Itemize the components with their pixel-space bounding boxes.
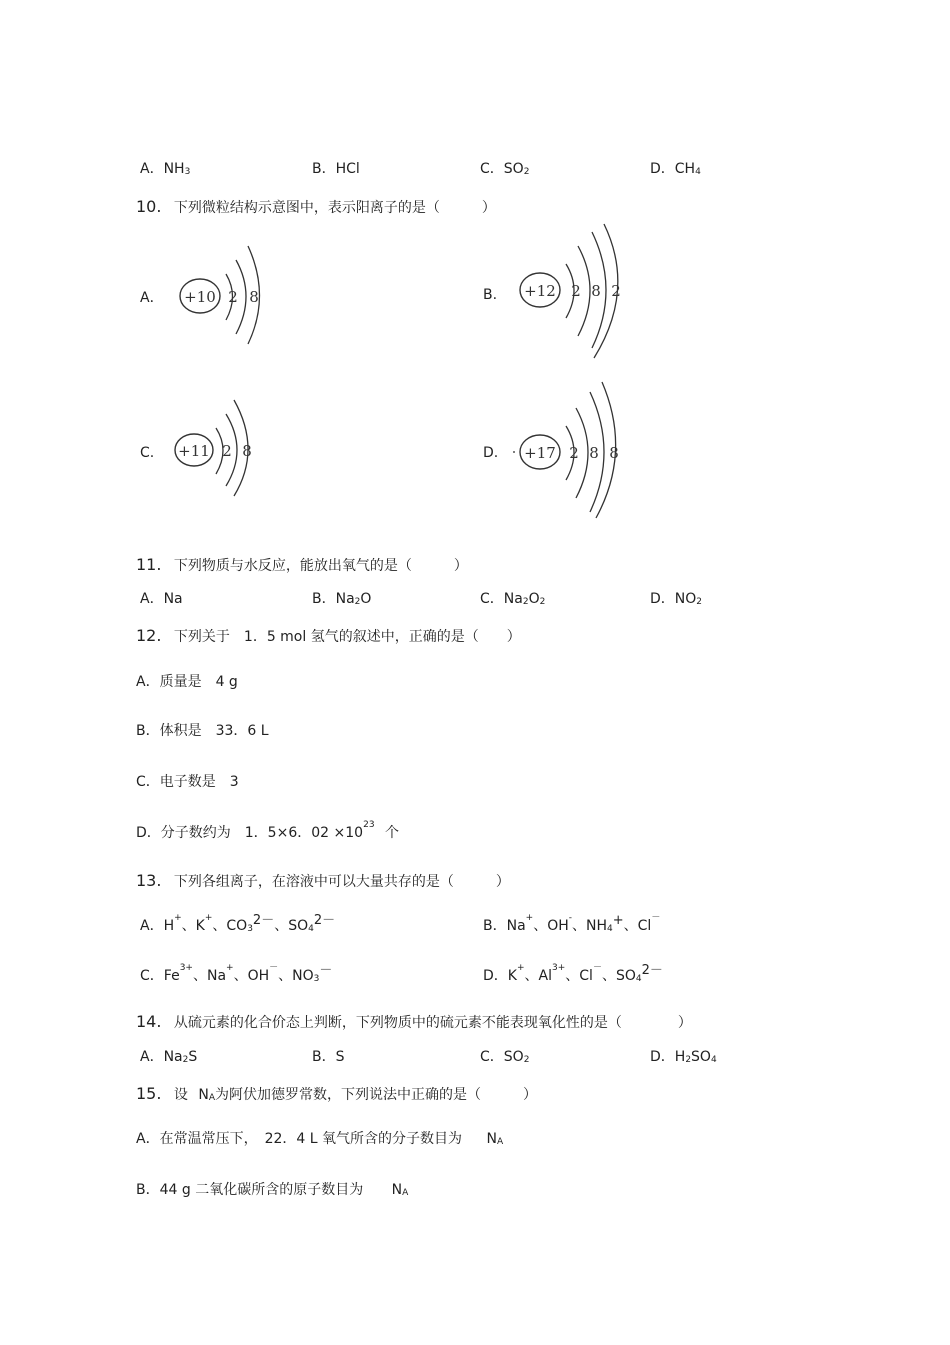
shell-b-3: 2 bbox=[611, 282, 621, 300]
shell-b-1: 2 bbox=[571, 282, 581, 300]
shell-c-2: 8 bbox=[242, 442, 252, 460]
q10-option-a-letter[interactable]: A． bbox=[140, 290, 164, 306]
atom-diagram-a bbox=[176, 238, 266, 346]
q14-option-a[interactable]: A．Na2S bbox=[140, 1049, 198, 1065]
shell-d-3: 8 bbox=[609, 444, 619, 462]
q10-stem: 10. 下列微粒结构示意图中，表示阳离子的是（ ） bbox=[136, 197, 496, 216]
q14-stem: 14. 从硫元素的化合价态上判断，下列物质中的硫元素不能表现氧化性的是（ ） bbox=[136, 1012, 692, 1031]
shell-b-2: 8 bbox=[591, 282, 601, 300]
shell-a-2: 8 bbox=[249, 288, 259, 306]
q11-stem: 11. 下列物质与水反应，能放出氧气的是（ ） bbox=[136, 555, 468, 574]
shell-a-1: 2 bbox=[228, 288, 238, 306]
q13-option-c[interactable]: C．$Fe^{3+}$、Na+、OH－、NO3－ bbox=[140, 963, 333, 984]
nucleus-c: +11 bbox=[178, 442, 210, 460]
nucleus-d: +17 bbox=[524, 444, 556, 462]
q13-stem: 13. 下列各组离子，在溶液中可以大量共存的是（ ） bbox=[136, 871, 510, 890]
shell-c-1: 2 bbox=[222, 442, 232, 460]
q12-stem: 12. 下列关于 1．5 mol 氢气的叙述中，正确的是（ ） bbox=[136, 626, 521, 645]
q11-option-a[interactable]: A．Na bbox=[140, 591, 183, 607]
q15-stem: 15. 设 NA为阿伏加德罗常数，下列说法中正确的是（ ） bbox=[136, 1084, 538, 1103]
shell-d-2: 8 bbox=[589, 444, 599, 462]
nucleus-b: +12 bbox=[524, 282, 556, 300]
q10-option-b-letter[interactable]: B. bbox=[483, 287, 498, 303]
q14-option-c[interactable]: C．SO2 bbox=[480, 1049, 530, 1065]
atom-diagram-b bbox=[516, 222, 626, 362]
q14-option-d[interactable]: D．H2SO4 bbox=[650, 1049, 717, 1065]
shell-d-1: 2 bbox=[569, 444, 579, 462]
q11-option-c[interactable]: C．Na2O2 bbox=[480, 591, 546, 607]
q9-option-a[interactable]: A．NH3 bbox=[140, 161, 191, 177]
q15-option-b[interactable]: B．44 g 二氧化碳所含的原子数目为 NA bbox=[136, 1182, 409, 1198]
q11-option-b[interactable]: B．Na2O bbox=[312, 591, 372, 607]
q13-option-a[interactable]: A．H+、K+、CO32－、SO42－ bbox=[140, 913, 336, 934]
q10-option-d-letter[interactable]: D. bbox=[483, 445, 499, 461]
q12-option-a[interactable]: A．质量是 4 g bbox=[136, 674, 238, 690]
q12-option-b[interactable]: B．体积是 33．6 L bbox=[136, 723, 269, 739]
q14-option-b[interactable]: B．S bbox=[312, 1049, 345, 1065]
q15-option-a[interactable]: A．在常温常压下， 22．4 L 氧气所含的分子数目为 NA bbox=[136, 1131, 504, 1147]
q12-option-d[interactable]: D．分子数约为 1．5×6．$02 \times 10^{23}$ 个 bbox=[136, 820, 399, 841]
times-sign: × bbox=[333, 825, 346, 841]
nucleus-a: +10 bbox=[184, 288, 216, 306]
q12-option-c[interactable]: C．电子数是 3 bbox=[136, 774, 239, 790]
q10-option-c-letter[interactable]: C. bbox=[140, 445, 155, 461]
q9-option-d[interactable]: D．CH4 bbox=[650, 161, 701, 177]
times-sign: × bbox=[276, 825, 289, 841]
q9-option-b[interactable]: B．HCl bbox=[312, 161, 360, 177]
q11-option-d[interactable]: D．NO2 bbox=[650, 591, 703, 607]
q13-option-b[interactable]: B．Na+、OH-、NH4+、Cl－ bbox=[483, 913, 661, 934]
q9-option-c[interactable]: C．SO2 bbox=[480, 161, 530, 177]
q13-option-d[interactable]: D．K+、$Al^{3+}$、Cl－、SO42－ bbox=[483, 963, 663, 984]
atom-diagram-d bbox=[510, 380, 625, 520]
atom-diagram-c bbox=[172, 396, 262, 500]
